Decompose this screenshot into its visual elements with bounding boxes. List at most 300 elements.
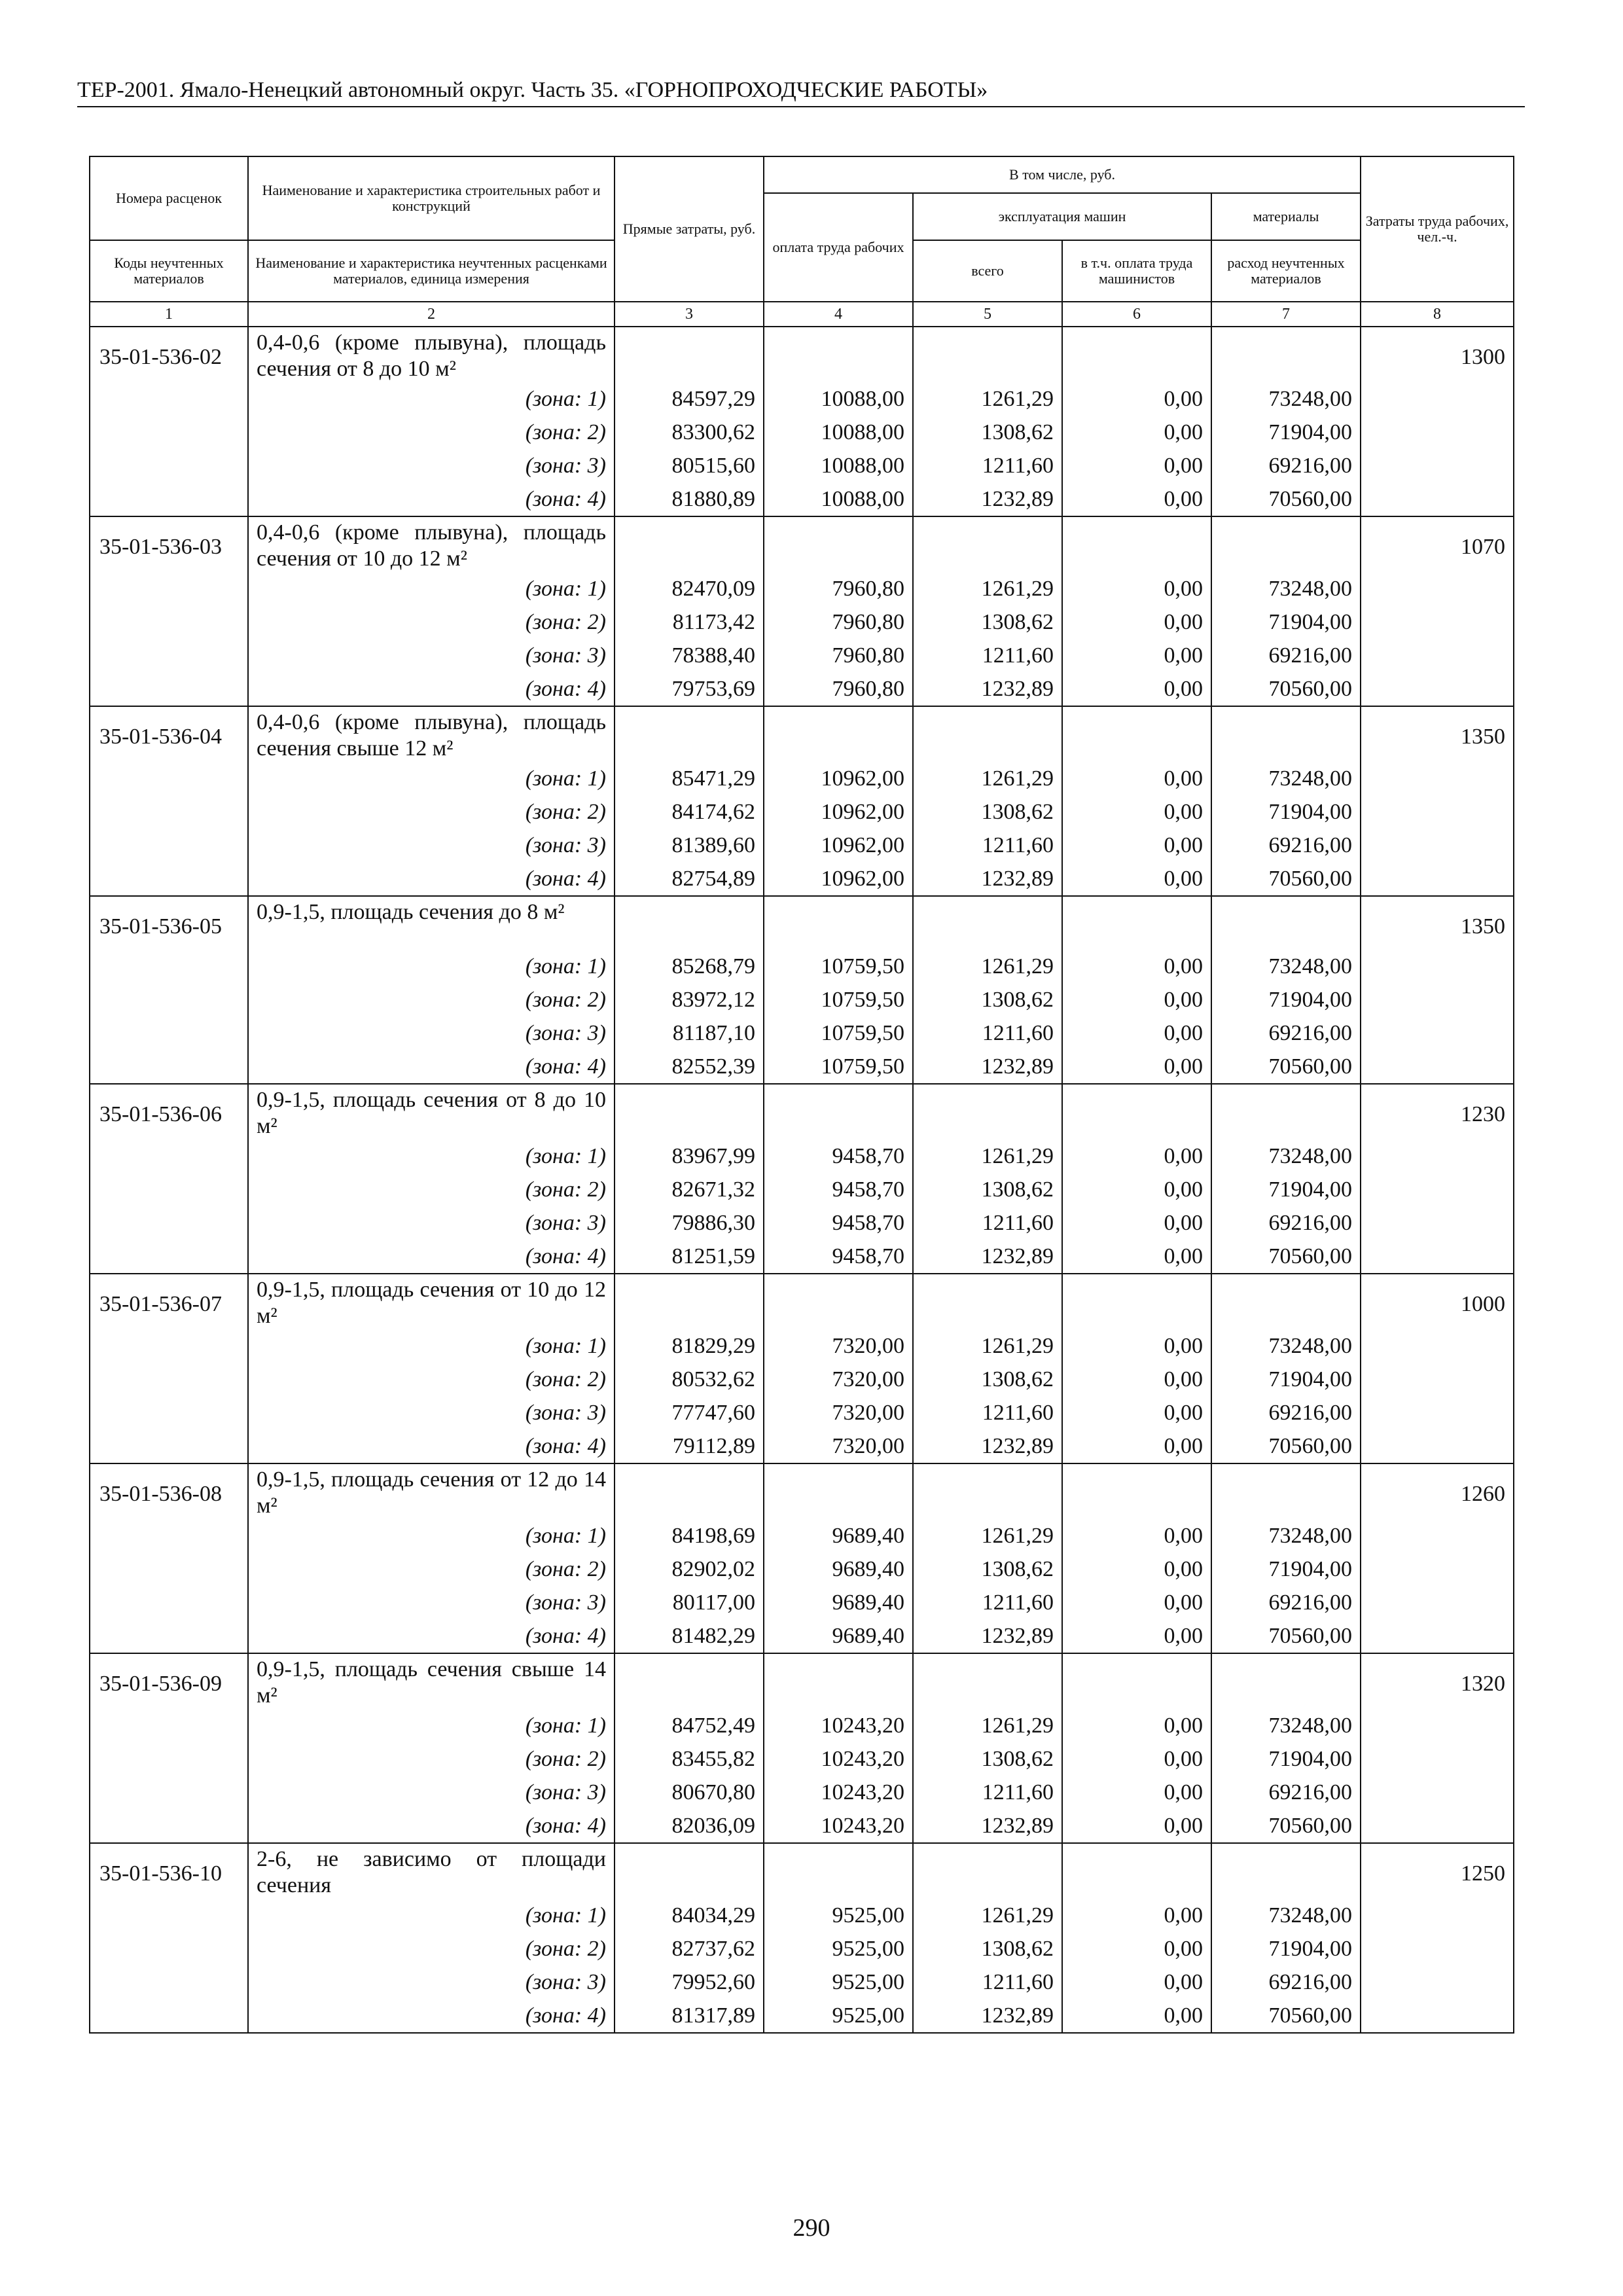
rate-group-row — [90, 1843, 1514, 1899]
page-header: ТЕР-2001. Ямало-Ненецкий автономный округ. Часть 35. «ГОРНОПРОХОДЧЕСКИЕ РАБОТЫ» — [77, 78, 988, 102]
empty-cell — [1062, 1274, 1211, 1329]
cell-direct: 80532,62 — [615, 1363, 764, 1396]
empty-cell — [1211, 1463, 1361, 1519]
cell-machines: 1308,62 — [913, 795, 1062, 829]
empty-cell — [1211, 896, 1361, 950]
empty-cell — [1361, 950, 1514, 983]
rate-description: 0,4-0,6 (кроме плывуна), площадь сечения от 10 до 12 м² — [248, 516, 615, 572]
column-number: 3 — [615, 302, 764, 327]
zone-label: (зона: 2) — [248, 1173, 615, 1206]
cell-wages: 7960,80 — [764, 605, 913, 639]
header-including: В том числе, руб. — [764, 156, 1361, 193]
cell-machinist: 0,00 — [1062, 1173, 1211, 1206]
labor-cost: 1070 — [1361, 516, 1514, 572]
zone-label: (зона: 1) — [248, 1709, 615, 1742]
cell-direct: 79112,89 — [615, 1429, 764, 1463]
zone-row — [90, 1709, 1514, 1742]
cell-materials: 69216,00 — [1211, 1396, 1361, 1429]
table-body — [90, 302, 1514, 2033]
zone-row — [90, 862, 1514, 896]
zone-label: (зона: 2) — [248, 795, 615, 829]
cell-machinist: 0,00 — [1062, 1809, 1211, 1843]
column-number: 2 — [248, 302, 615, 327]
cell-materials: 71904,00 — [1211, 795, 1361, 829]
cell-machinist: 0,00 — [1062, 1999, 1211, 2033]
cell-direct: 83455,82 — [615, 1742, 764, 1776]
empty-cell — [1361, 1050, 1514, 1084]
cell-wages: 10962,00 — [764, 762, 913, 795]
cell-materials: 73248,00 — [1211, 950, 1361, 983]
cell-wages: 9525,00 — [764, 1932, 913, 1965]
empty-cell — [90, 762, 248, 795]
cell-materials: 71904,00 — [1211, 1552, 1361, 1586]
cell-wages: 7960,80 — [764, 639, 913, 672]
rate-description: 0,9-1,5, площадь сечения свыше 14 м² — [248, 1653, 615, 1709]
zone-label: (зона: 1) — [248, 1139, 615, 1173]
cell-direct: 82552,39 — [615, 1050, 764, 1084]
cell-machines: 1232,89 — [913, 1999, 1062, 2033]
cell-direct: 84174,62 — [615, 795, 764, 829]
cell-wages: 10088,00 — [764, 382, 913, 416]
empty-cell — [1361, 1016, 1514, 1050]
empty-cell — [913, 706, 1062, 762]
empty-cell — [1361, 983, 1514, 1016]
cell-direct: 82902,02 — [615, 1552, 764, 1586]
empty-cell — [1361, 829, 1514, 862]
cell-materials: 73248,00 — [1211, 382, 1361, 416]
cell-machinist: 0,00 — [1062, 1932, 1211, 1965]
header-machines: эксплуатация машин — [913, 193, 1211, 240]
column-number: 4 — [764, 302, 913, 327]
empty-cell — [90, 1206, 248, 1240]
rate-group-row — [90, 1463, 1514, 1519]
rate-table — [89, 156, 1514, 2034]
cell-direct: 82737,62 — [615, 1932, 764, 1965]
zone-label: (зона: 3) — [248, 1396, 615, 1429]
empty-cell — [1211, 1274, 1361, 1329]
empty-cell — [1361, 672, 1514, 706]
cell-machines: 1232,89 — [913, 1809, 1062, 1843]
empty-cell — [90, 1552, 248, 1586]
cell-direct: 81829,29 — [615, 1329, 764, 1363]
cell-wages: 9458,70 — [764, 1173, 913, 1206]
header-machinist-wages: в т.ч. оплата труда машинистов — [1062, 240, 1211, 302]
empty-cell — [90, 1016, 248, 1050]
cell-wages: 10759,50 — [764, 983, 913, 1016]
cell-machinist: 0,00 — [1062, 1240, 1211, 1274]
zone-label: (зона: 1) — [248, 950, 615, 983]
empty-cell — [1361, 639, 1514, 672]
cell-materials: 71904,00 — [1211, 1363, 1361, 1396]
labor-cost: 1250 — [1361, 1843, 1514, 1899]
cell-wages: 10088,00 — [764, 416, 913, 449]
cell-machinist: 0,00 — [1062, 950, 1211, 983]
cell-wages: 10088,00 — [764, 449, 913, 482]
empty-cell — [90, 1429, 248, 1463]
empty-cell — [90, 1776, 248, 1809]
header-materials: материалы — [1211, 193, 1361, 240]
cell-direct: 85471,29 — [615, 762, 764, 795]
zone-row — [90, 983, 1514, 1016]
zone-label: (зона: 1) — [248, 382, 615, 416]
cell-materials: 69216,00 — [1211, 639, 1361, 672]
zone-label: (зона: 4) — [248, 1999, 615, 2033]
header-wages: оплата труда рабочих — [764, 193, 913, 302]
header-work-name: Наименование и характеристика строительных работ и конструкций — [248, 156, 615, 240]
zone-label: (зона: 2) — [248, 1363, 615, 1396]
cell-machines: 1308,62 — [913, 1173, 1062, 1206]
cell-machinist: 0,00 — [1062, 672, 1211, 706]
zone-label: (зона: 1) — [248, 1519, 615, 1552]
rate-code: 35-01-536-08 — [90, 1463, 248, 1519]
cell-materials: 69216,00 — [1211, 1016, 1361, 1050]
cell-materials: 70560,00 — [1211, 862, 1361, 896]
empty-cell — [1361, 1396, 1514, 1429]
zone-label: (зона: 3) — [248, 1016, 615, 1050]
cell-wages: 9689,40 — [764, 1519, 913, 1552]
cell-materials: 71904,00 — [1211, 416, 1361, 449]
cell-materials: 73248,00 — [1211, 1899, 1361, 1932]
zone-label: (зона: 4) — [248, 862, 615, 896]
zone-label: (зона: 2) — [248, 1552, 615, 1586]
cell-wages: 9458,70 — [764, 1206, 913, 1240]
header-material-name: Наименование и характеристика неучтенных расценками материалов, единица измерения — [248, 240, 615, 302]
cell-materials: 73248,00 — [1211, 1519, 1361, 1552]
cell-materials: 70560,00 — [1211, 1429, 1361, 1463]
rate-code: 35-01-536-06 — [90, 1084, 248, 1139]
cell-direct: 83300,62 — [615, 416, 764, 449]
cell-machines: 1232,89 — [913, 1240, 1062, 1274]
cell-machines: 1261,29 — [913, 762, 1062, 795]
empty-cell — [90, 1809, 248, 1843]
labor-cost: 1230 — [1361, 1084, 1514, 1139]
empty-cell — [1062, 1463, 1211, 1519]
cell-materials: 70560,00 — [1211, 672, 1361, 706]
zone-label: (зона: 1) — [248, 572, 615, 605]
empty-cell — [764, 516, 913, 572]
empty-cell — [90, 639, 248, 672]
empty-cell — [90, 416, 248, 449]
zone-row — [90, 1206, 1514, 1240]
cell-wages: 10759,50 — [764, 950, 913, 983]
empty-cell — [1361, 1932, 1514, 1965]
rate-code: 35-01-536-10 — [90, 1843, 248, 1899]
rate-code: 35-01-536-02 — [90, 327, 248, 382]
zone-row — [90, 795, 1514, 829]
cell-direct: 79753,69 — [615, 672, 764, 706]
cell-materials: 70560,00 — [1211, 1050, 1361, 1084]
rate-group-row — [90, 327, 1514, 382]
zone-label: (зона: 4) — [248, 1240, 615, 1274]
cell-direct: 81880,89 — [615, 482, 764, 516]
empty-cell — [913, 1843, 1062, 1899]
zone-row — [90, 762, 1514, 795]
empty-cell — [1062, 1084, 1211, 1139]
zone-label: (зона: 4) — [248, 1429, 615, 1463]
cell-direct: 84752,49 — [615, 1709, 764, 1742]
zone-row — [90, 1240, 1514, 1274]
cell-wages: 9689,40 — [764, 1586, 913, 1619]
cell-machines: 1261,29 — [913, 1519, 1062, 1552]
cell-wages: 9525,00 — [764, 1999, 913, 2033]
rate-description: 0,9-1,5, площадь сечения от 8 до 10 м² — [248, 1084, 615, 1139]
empty-cell — [1062, 706, 1211, 762]
header-rate-number: Номера расценок — [90, 156, 248, 240]
cell-machines: 1232,89 — [913, 672, 1062, 706]
empty-cell — [764, 327, 913, 382]
empty-cell — [1361, 482, 1514, 516]
empty-cell — [90, 1240, 248, 1274]
cell-wages: 10088,00 — [764, 482, 913, 516]
empty-cell — [1361, 1139, 1514, 1173]
zone-row — [90, 672, 1514, 706]
zone-label: (зона: 4) — [248, 1619, 615, 1653]
empty-cell — [1211, 1843, 1361, 1899]
empty-cell — [615, 896, 764, 950]
empty-cell — [90, 1139, 248, 1173]
cell-materials: 69216,00 — [1211, 829, 1361, 862]
cell-direct: 80117,00 — [615, 1586, 764, 1619]
empty-cell — [913, 1274, 1062, 1329]
zone-row — [90, 1965, 1514, 1999]
empty-cell — [90, 1742, 248, 1776]
cell-materials: 71904,00 — [1211, 983, 1361, 1016]
cell-materials: 69216,00 — [1211, 1965, 1361, 1999]
zone-label: (зона: 3) — [248, 1586, 615, 1619]
cell-machinist: 0,00 — [1062, 1050, 1211, 1084]
zone-row — [90, 639, 1514, 672]
empty-cell — [1211, 1084, 1361, 1139]
empty-cell — [1062, 896, 1211, 950]
empty-cell — [1361, 449, 1514, 482]
rate-description: 0,9-1,5, площадь сечения до 8 м² — [248, 896, 615, 950]
cell-machinist: 0,00 — [1062, 1016, 1211, 1050]
cell-machines: 1261,29 — [913, 950, 1062, 983]
empty-cell — [1361, 1742, 1514, 1776]
cell-materials: 69216,00 — [1211, 1776, 1361, 1809]
cell-wages: 7320,00 — [764, 1396, 913, 1429]
cell-machinist: 0,00 — [1062, 482, 1211, 516]
cell-machinist: 0,00 — [1062, 382, 1211, 416]
cell-materials: 69216,00 — [1211, 1206, 1361, 1240]
zone-label: (зона: 4) — [248, 482, 615, 516]
zone-row — [90, 1329, 1514, 1363]
empty-cell — [90, 1363, 248, 1396]
cell-direct: 79952,60 — [615, 1965, 764, 1999]
zone-row — [90, 950, 1514, 983]
cell-materials: 70560,00 — [1211, 482, 1361, 516]
cell-wages: 10759,50 — [764, 1016, 913, 1050]
empty-cell — [1361, 1809, 1514, 1843]
rate-code: 35-01-536-07 — [90, 1274, 248, 1329]
empty-cell — [913, 516, 1062, 572]
cell-machines: 1308,62 — [913, 1742, 1062, 1776]
zone-label: (зона: 2) — [248, 1932, 615, 1965]
empty-cell — [615, 1843, 764, 1899]
empty-cell — [615, 327, 764, 382]
cell-wages: 9525,00 — [764, 1965, 913, 1999]
header-material-consumption: расход неучтенных материалов — [1211, 240, 1361, 302]
cell-machines: 1211,60 — [913, 1206, 1062, 1240]
zone-row — [90, 1139, 1514, 1173]
zone-label: (зона: 3) — [248, 1206, 615, 1240]
cell-machinist: 0,00 — [1062, 1139, 1211, 1173]
cell-direct: 82036,09 — [615, 1809, 764, 1843]
cell-machines: 1308,62 — [913, 416, 1062, 449]
empty-cell — [1211, 327, 1361, 382]
empty-cell — [90, 572, 248, 605]
empty-cell — [764, 706, 913, 762]
zone-row — [90, 1552, 1514, 1586]
cell-materials: 71904,00 — [1211, 605, 1361, 639]
rate-group-row — [90, 1084, 1514, 1139]
zone-label: (зона: 3) — [248, 1776, 615, 1809]
empty-cell — [615, 1084, 764, 1139]
empty-cell — [1361, 1999, 1514, 2033]
cell-machinist: 0,00 — [1062, 762, 1211, 795]
rate-description: 0,4-0,6 (кроме плывуна), площадь сечения свыше 12 м² — [248, 706, 615, 762]
zone-row — [90, 1932, 1514, 1965]
zone-label: (зона: 1) — [248, 1899, 615, 1932]
cell-materials: 73248,00 — [1211, 762, 1361, 795]
zone-label: (зона: 2) — [248, 605, 615, 639]
cell-machinist: 0,00 — [1062, 1363, 1211, 1396]
empty-cell — [90, 672, 248, 706]
cell-materials: 69216,00 — [1211, 1586, 1361, 1619]
cell-machinist: 0,00 — [1062, 1396, 1211, 1429]
empty-cell — [90, 1329, 248, 1363]
cell-materials: 70560,00 — [1211, 1240, 1361, 1274]
column-number: 5 — [913, 302, 1062, 327]
zone-row — [90, 1429, 1514, 1463]
zone-row — [90, 1899, 1514, 1932]
cell-direct: 80515,60 — [615, 449, 764, 482]
cell-machinist: 0,00 — [1062, 1329, 1211, 1363]
cell-machinist: 0,00 — [1062, 829, 1211, 862]
empty-cell — [913, 1653, 1062, 1709]
empty-cell — [90, 382, 248, 416]
empty-cell — [90, 1899, 248, 1932]
zone-label: (зона: 4) — [248, 672, 615, 706]
labor-cost: 1000 — [1361, 1274, 1514, 1329]
zone-label: (зона: 3) — [248, 1965, 615, 1999]
zone-row — [90, 1999, 1514, 2033]
header-labor-costs: Затраты труда рабочих, чел.-ч. — [1361, 156, 1514, 302]
empty-cell — [1361, 795, 1514, 829]
empty-cell — [1361, 1173, 1514, 1206]
zone-row — [90, 1776, 1514, 1809]
cell-machinist: 0,00 — [1062, 1709, 1211, 1742]
empty-cell — [913, 1463, 1062, 1519]
empty-cell — [615, 706, 764, 762]
empty-cell — [90, 1173, 248, 1206]
cell-direct: 85268,79 — [615, 950, 764, 983]
empty-cell — [1361, 1899, 1514, 1932]
cell-materials: 73248,00 — [1211, 572, 1361, 605]
zone-row — [90, 1363, 1514, 1396]
zone-row — [90, 1809, 1514, 1843]
empty-cell — [1361, 1965, 1514, 1999]
empty-cell — [1361, 1363, 1514, 1396]
empty-cell — [1062, 516, 1211, 572]
cell-machines: 1211,60 — [913, 1396, 1062, 1429]
empty-cell — [90, 950, 248, 983]
empty-cell — [90, 1709, 248, 1742]
cell-machinist: 0,00 — [1062, 605, 1211, 639]
zone-label: (зона: 2) — [248, 983, 615, 1016]
zone-label: (зона: 3) — [248, 639, 615, 672]
cell-wages: 7960,80 — [764, 672, 913, 706]
cell-materials: 71904,00 — [1211, 1932, 1361, 1965]
cell-machinist: 0,00 — [1062, 983, 1211, 1016]
cell-wages: 7960,80 — [764, 572, 913, 605]
empty-cell — [90, 1965, 248, 1999]
cell-direct: 82671,32 — [615, 1173, 764, 1206]
rate-group-row — [90, 516, 1514, 572]
cell-wages: 7320,00 — [764, 1363, 913, 1396]
page-number: 290 — [793, 2214, 830, 2242]
cell-machines: 1211,60 — [913, 639, 1062, 672]
empty-cell — [1361, 1240, 1514, 1274]
zone-row — [90, 1050, 1514, 1084]
cell-direct: 81317,89 — [615, 1999, 764, 2033]
column-number: 8 — [1361, 302, 1514, 327]
labor-cost: 1350 — [1361, 896, 1514, 950]
cell-machines: 1261,29 — [913, 1899, 1062, 1932]
cell-wages: 10759,50 — [764, 1050, 913, 1084]
column-number-row — [90, 302, 1514, 327]
empty-cell — [1361, 1519, 1514, 1552]
empty-cell — [90, 1932, 248, 1965]
labor-cost: 1350 — [1361, 706, 1514, 762]
empty-cell — [1361, 1329, 1514, 1363]
zone-row — [90, 482, 1514, 516]
empty-cell — [615, 1653, 764, 1709]
cell-machinist: 0,00 — [1062, 1899, 1211, 1932]
cell-direct: 81173,42 — [615, 605, 764, 639]
empty-cell — [90, 1999, 248, 2033]
cell-wages: 10962,00 — [764, 795, 913, 829]
empty-cell — [1361, 862, 1514, 896]
cell-machines: 1211,60 — [913, 449, 1062, 482]
cell-wages: 10243,20 — [764, 1809, 913, 1843]
zone-row — [90, 572, 1514, 605]
cell-materials: 70560,00 — [1211, 1809, 1361, 1843]
empty-cell — [615, 1274, 764, 1329]
cell-direct: 77747,60 — [615, 1396, 764, 1429]
cell-wages: 10243,20 — [764, 1742, 913, 1776]
cell-machines: 1308,62 — [913, 983, 1062, 1016]
empty-cell — [90, 605, 248, 639]
empty-cell — [1361, 1619, 1514, 1653]
cell-wages: 7320,00 — [764, 1429, 913, 1463]
header-machines-total: всего — [913, 240, 1062, 302]
empty-cell — [1361, 605, 1514, 639]
empty-cell — [1062, 1653, 1211, 1709]
cell-direct: 84034,29 — [615, 1899, 764, 1932]
rate-description: 0,9-1,5, площадь сечения от 10 до 12 м² — [248, 1274, 615, 1329]
empty-cell — [90, 482, 248, 516]
zone-row — [90, 382, 1514, 416]
empty-cell — [1361, 762, 1514, 795]
cell-wages: 7320,00 — [764, 1329, 913, 1363]
rate-description: 2-6, не зависимо от площади сечения — [248, 1843, 615, 1899]
cell-machines: 1261,29 — [913, 572, 1062, 605]
cell-materials: 69216,00 — [1211, 449, 1361, 482]
cell-machines: 1308,62 — [913, 1552, 1062, 1586]
zone-label: (зона: 1) — [248, 1329, 615, 1363]
cell-machines: 1211,60 — [913, 1586, 1062, 1619]
